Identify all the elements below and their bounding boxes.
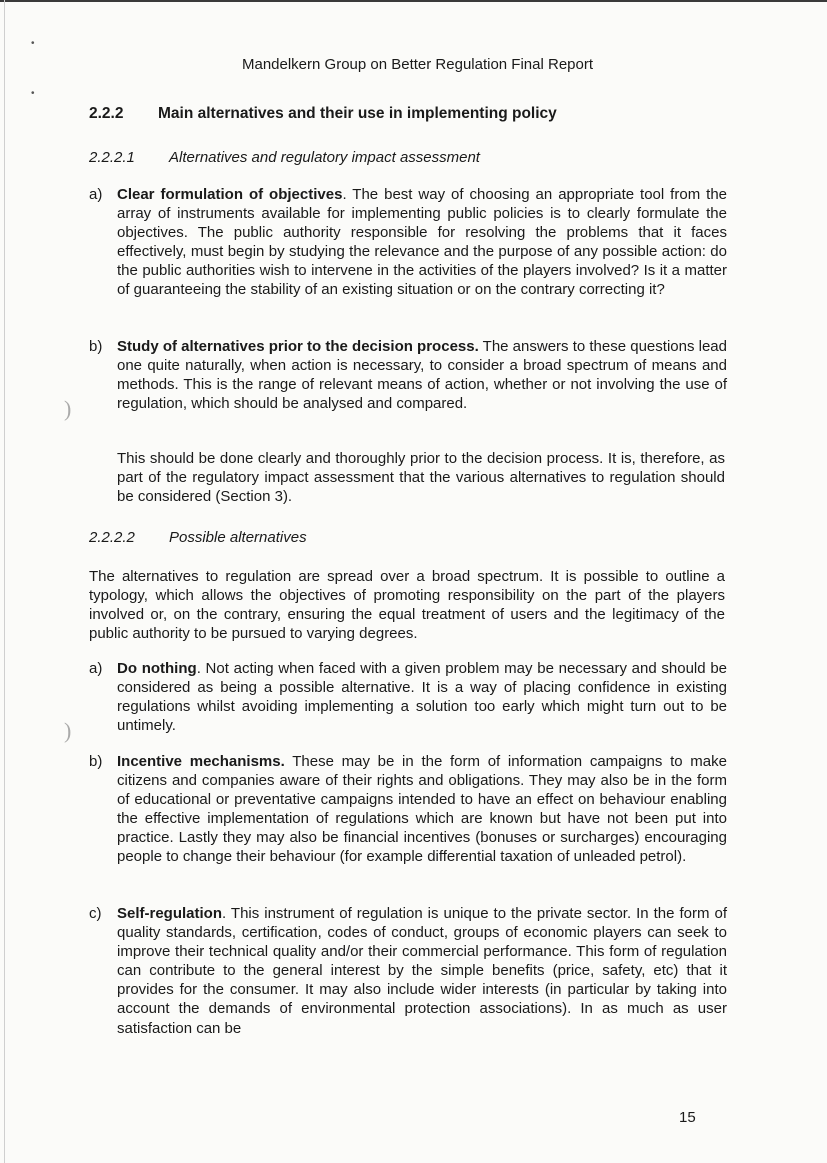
list-item-lead: Do nothing xyxy=(117,660,197,677)
scan-speck: • xyxy=(31,88,35,99)
section-number: 2.2.2 xyxy=(89,105,124,122)
list-item xyxy=(89,185,727,300)
list-item-label: b) xyxy=(89,753,103,770)
list-item-lead: Incentive mechanisms. xyxy=(117,753,285,770)
list-item-text: . Not acting when faced with a given problem may be necessary and should be considered as being a possible alternative. It is a way of placing confidence in existing regulations whilst avoiding implementing a solution too early which might turn out to be untimely. xyxy=(117,660,728,735)
list-item-lead: Self-regulation xyxy=(117,905,223,922)
subsection-number: 2.2.2.2 xyxy=(89,529,135,546)
list-item xyxy=(89,904,727,1038)
section-title: Main alternatives and their use in implementing policy xyxy=(158,105,557,122)
list-item-body xyxy=(117,752,727,867)
list-item-lead: Clear formulation of objectives xyxy=(117,186,343,203)
list-item-body xyxy=(117,904,727,1038)
page-top-edge xyxy=(0,0,827,2)
list-item-text: These may be in the form of information campaigns to make citizens and companies aware of their rights and obligations. They may also be in the form of educational or preventative campaigns intended to have an effect on behaviour enabling the effective implementation of regulations which are known but have not been put into practice. Lastly they may also be financial incentives (bonuses or surcharges) encouraging people to change their behaviour (for example differential taxation of unleaded petrol). xyxy=(117,753,727,866)
paragraph: The alternatives to regulation are spread over a broad spectrum. It is possible to outline a typology, which allows the objectives of promoting responsibility on the part of the players involved or, on the contrary, ensuring the equal treatment of users and the legitimacy of the public authority to be pursued to varying degrees. xyxy=(89,568,725,643)
list-item xyxy=(89,659,727,735)
running-header: Mandelkern Group on Better Regulation Final Report xyxy=(241,56,594,73)
subsection-title: Alternatives and regulatory impact assessment xyxy=(169,149,480,166)
page-number: 15 xyxy=(679,1109,696,1126)
list-item-label: b) xyxy=(89,338,103,355)
list-item-label: a) xyxy=(89,186,103,203)
scan-mark: ) xyxy=(64,396,72,421)
list-item-text: . This instrument of regulation is unique to the private sector. In the form of quality standards, certification, codes of conduct, groups of economic players can seek to improve their technical quality and/or their commercial performance. This form of regulation can contribute to the general interest by the simple benefits (price, safety, etc) that it provides for the consumer. It may also include wider interests (in particular by taking into account the demands of environmental protection associations). In as much as user satisfaction can be xyxy=(117,905,727,1037)
list-item xyxy=(89,337,727,413)
list-item-lead: Study of alternatives prior to the decision process. xyxy=(117,338,479,355)
subsection-heading xyxy=(89,149,480,166)
list-item xyxy=(89,752,727,867)
subsection-heading xyxy=(89,529,307,546)
scan-speck: • xyxy=(31,38,35,49)
subsection-number: 2.2.2.1 xyxy=(89,149,135,166)
scan-mark: ) xyxy=(64,718,72,743)
subsection-title: Possible alternatives xyxy=(169,529,307,546)
list-item-body xyxy=(117,185,727,300)
section-heading xyxy=(89,105,557,123)
list-item-label: a) xyxy=(89,660,103,677)
list-item-text: . The best way of choosing an appropriate tool from the array of instruments available for implementing public policies is to clearly formulate the objectives. The public authority responsible for resolving the problems that it faces effectively, must begin by studying the relevance and the purpose of any possible action: do the public authorities wish to intervene in the activities of the players involved? Is it a matter of guaranteeing the stability of an existing situation or on the contrary correcting it? xyxy=(117,186,728,299)
page-left-edge xyxy=(4,0,5,1163)
list-item-body xyxy=(117,337,727,413)
list-item-body xyxy=(117,659,727,735)
list-item-label: c) xyxy=(89,905,102,922)
paragraph: This should be done clearly and thoroughly prior to the decision process. It is, therefore, as part of the regulatory impact assessment that the various alternatives to regulation should be considered (Section 3). xyxy=(117,450,725,506)
list-item-text: The answers to these questions lead one quite naturally, when action is necessary, to consider a broad spectrum of means and methods. This is the range of relevant means of action, whether or not involving the use of regulation, which should be analysed and compared. xyxy=(117,338,727,413)
